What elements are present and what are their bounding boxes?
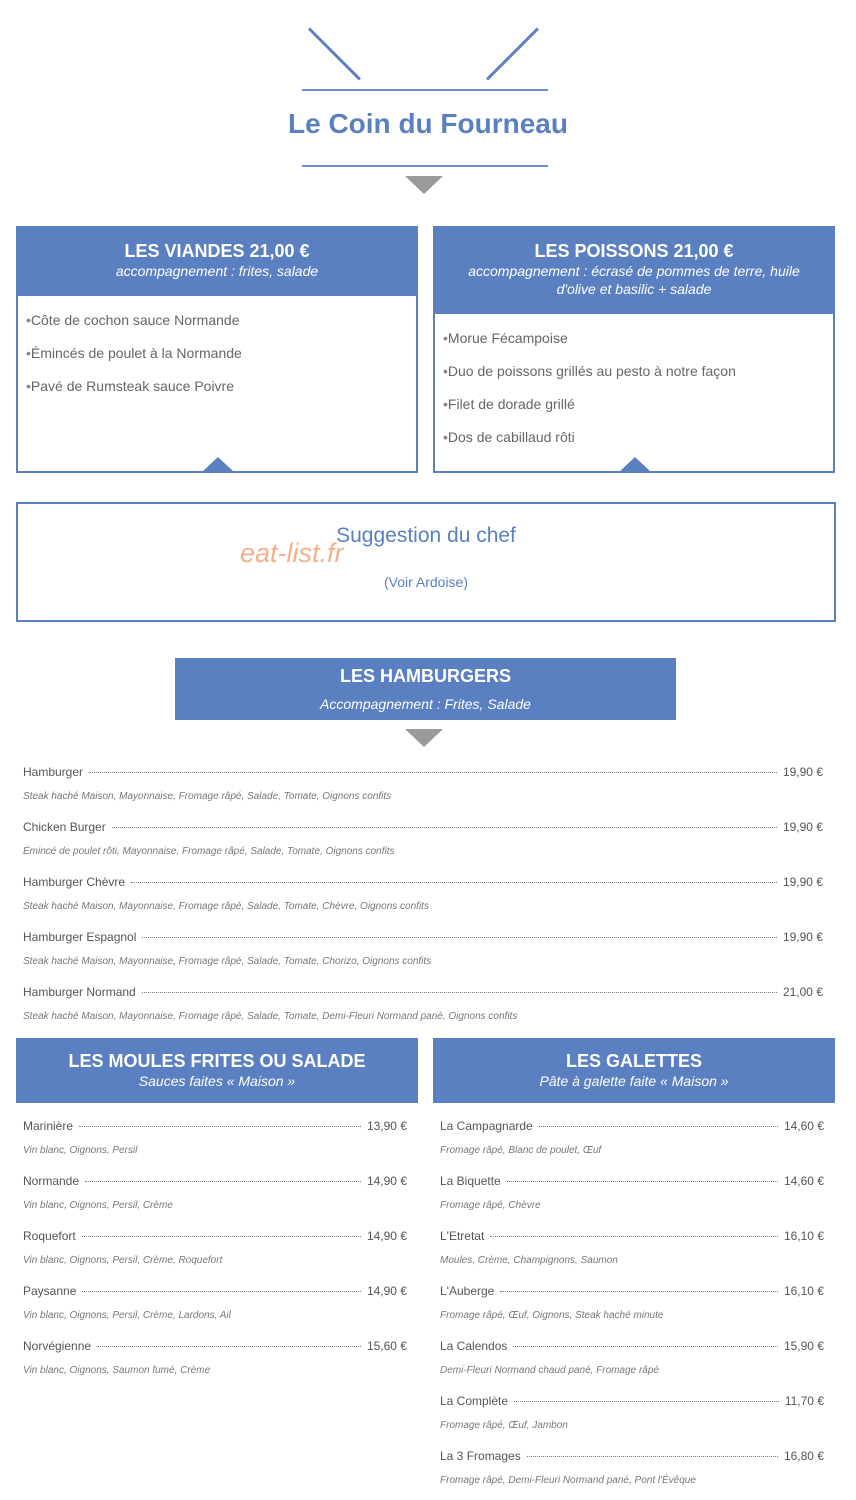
menu-item-row <box>440 1339 824 1353</box>
menu-item <box>440 1394 824 1431</box>
menu-item-price: 13,90 € <box>366 1119 407 1133</box>
galettes-title: LES GALETTES <box>565 1051 702 1071</box>
menu-item-description: Fromage râpé, Demi-Fleuri Normand pané, Pont l'Évêque <box>440 1475 696 1486</box>
decor-triangle-down-icon <box>405 729 443 747</box>
menu-item-name: Roquefort <box>23 1229 76 1243</box>
list-item: • Pavé de Rumsteak sauce Poivre <box>26 378 408 395</box>
menu-item-row <box>23 1119 407 1133</box>
menu-item-name: La Complète <box>440 1394 509 1408</box>
dot-leader <box>89 772 777 773</box>
hamburgers-subtitle: Accompagnement : Frites, Salade <box>320 696 531 712</box>
dot-leader <box>82 1291 361 1292</box>
menu-item-description: Fromage râpé, Œuf, Jambon <box>440 1420 568 1431</box>
menu-item-name: Norvégienne <box>23 1339 92 1353</box>
menu-item <box>23 765 823 802</box>
galettes-banner <box>433 1038 835 1103</box>
menu-item-price: 19,90 € <box>782 930 823 944</box>
menu-item-row <box>440 1174 824 1188</box>
menu-item-description: Vin blanc, Oignons, Saumon fumé, Crème <box>23 1365 211 1376</box>
menu-item-row <box>440 1449 824 1463</box>
menu-item-name: L'Etretat <box>440 1229 485 1243</box>
menu-item-price: 19,90 € <box>782 820 823 834</box>
poissons-list <box>435 314 833 478</box>
menu-item-row <box>23 1174 407 1188</box>
dot-leader <box>527 1456 778 1457</box>
list-item: • Filet de dorade grillé <box>443 396 825 413</box>
list-item: • Dos de cabillaud rôti <box>443 429 825 446</box>
menu-item-price: 14,90 € <box>366 1174 407 1188</box>
menu-item-row <box>23 1229 407 1243</box>
menu-item <box>23 1339 407 1376</box>
dot-leader <box>97 1346 361 1347</box>
menu-item-price: 14,60 € <box>783 1119 824 1133</box>
menu-item-row <box>440 1284 824 1298</box>
menu-item-name: Hamburger Normand <box>23 985 136 999</box>
menu-item <box>23 1174 407 1211</box>
menu-item-description: Moules, Crème, Champignons, Saumon <box>440 1255 618 1266</box>
poissons-subtitle: accompagnement : écrasé de pommes de terre, huile d'olive et basilic + salade <box>468 263 800 297</box>
menu-item-price: 21,00 € <box>782 985 823 999</box>
list-item: • Émincés de poulet à la Normande <box>26 345 408 362</box>
moules-banner <box>16 1038 418 1103</box>
list-item: • Morue Fécampoise <box>443 330 825 347</box>
menu-item <box>23 1284 407 1321</box>
menu-item-row <box>440 1119 824 1133</box>
menu-item-name: La Calendos <box>440 1339 508 1353</box>
menu-item-name: Hamburger Chèvre <box>23 875 126 889</box>
menu-item-row <box>440 1229 824 1243</box>
menu-item-name: Hamburger <box>23 765 84 779</box>
viandes-subtitle: accompagnement : frites, salade <box>115 263 319 279</box>
triangle-up-icon <box>202 457 234 472</box>
dot-leader <box>490 1236 778 1237</box>
menu-item-name: Paysanne <box>23 1284 77 1298</box>
dot-leader <box>514 1401 779 1402</box>
site-title: Le Coin du Fourneau <box>288 108 568 139</box>
menu-item-price: 15,90 € <box>783 1339 824 1353</box>
suggestion-subtitle: (Voir Ardoise) <box>383 574 469 590</box>
dot-leader <box>131 882 777 883</box>
menu-item-price: 14,90 € <box>366 1229 407 1243</box>
menu-item <box>440 1174 824 1211</box>
menu-item-name: La Biquette <box>440 1174 501 1188</box>
hamburgers-title: LES HAMBURGERS <box>339 666 511 686</box>
menu-item-name: L'Auberge <box>440 1284 495 1298</box>
menu-item-price: 16,10 € <box>783 1284 824 1298</box>
dot-leader <box>142 992 777 993</box>
menu-item-name: La Campagnarde <box>440 1119 533 1133</box>
menu-item-description: Steak haché Maison, Mayonnaise, Fromage râpé, Salade, Tomate, Chorizo, Oignons confits <box>23 956 432 967</box>
dot-leader <box>85 1181 361 1182</box>
viandes-header <box>18 228 416 296</box>
menu-item-name: Marinière <box>23 1119 74 1133</box>
decor-line-top <box>302 89 548 91</box>
menu-item <box>23 1119 407 1156</box>
menu-item-price: 11,70 € <box>784 1394 824 1408</box>
menu-item <box>23 930 823 967</box>
hamburgers-banner <box>175 658 676 720</box>
suggestion-box <box>16 502 836 622</box>
menu-item-price: 14,90 € <box>366 1284 407 1298</box>
poissons-card <box>433 226 835 473</box>
menu-item-name: Normande <box>23 1174 80 1188</box>
menu-item-name: Chicken Burger <box>23 820 106 834</box>
menu-item-price: 16,80 € <box>783 1449 824 1463</box>
menu-item <box>23 1229 407 1266</box>
menu-item-description: Vin blanc, Oignons, Persil, Crème, Lardons, Ail <box>23 1310 231 1321</box>
list-item: • Côte de cochon sauce Normande <box>26 312 408 329</box>
dot-leader <box>539 1126 778 1127</box>
dot-leader <box>507 1181 778 1182</box>
poissons-header <box>435 228 833 314</box>
menu-item <box>440 1229 824 1266</box>
menu-item-description: Steak haché Maison, Mayonnaise, Fromage râpé, Salade, Tomate, Demi-Fleuri Normand pané, Oignons confits <box>23 1011 518 1022</box>
menu-item-description: Vin blanc, Oignons, Persil, Crème <box>23 1200 173 1211</box>
page-header <box>0 0 856 200</box>
menu-item <box>23 875 823 912</box>
menu-item-price: 16,10 € <box>783 1229 824 1243</box>
viandes-list <box>18 296 416 427</box>
galettes-subtitle: Pâte à galette faite « Maison » <box>539 1073 729 1089</box>
menu-item-name: Hamburger Espagnol <box>23 930 137 944</box>
menu-item-description: Steak haché Maison, Mayonnaise, Fromage râpé, Salade, Tomate, Oignons confits <box>23 791 392 802</box>
dot-leader <box>82 1236 361 1237</box>
watermark-logo: eat-list.fr <box>240 538 344 568</box>
menu-item-row <box>23 820 823 834</box>
menu-item-description: Fromage râpé, Blanc de poulet, Œuf <box>440 1145 602 1156</box>
menu-item-description: Vin blanc, Oignons, Persil, Crème, Roquefort <box>23 1255 223 1266</box>
menu-item-row <box>23 1339 407 1353</box>
dot-leader <box>500 1291 778 1292</box>
dot-leader <box>112 827 777 828</box>
menu-item-description: Steak haché Maison, Mayonnaise, Fromage râpé, Salade, Tomate, Chèvre, Oignons confits <box>23 901 429 912</box>
menu-item-row <box>440 1394 824 1408</box>
menu-item-price: 19,90 € <box>782 875 823 889</box>
menu-item <box>440 1449 824 1486</box>
menu-item-name: La 3 Fromages <box>440 1449 521 1463</box>
moules-subtitle: Sauces faites « Maison » <box>138 1073 296 1089</box>
menu-item <box>23 820 823 857</box>
viandes-card <box>16 226 418 473</box>
menu-item-description: Fromage râpé, Chèvre <box>440 1200 541 1211</box>
menu-item-price: 19,90 € <box>782 765 823 779</box>
menu-item-row <box>23 1284 407 1298</box>
menu-item-row <box>23 875 823 889</box>
menu-item-row <box>23 930 823 944</box>
menu-item-price: 14,60 € <box>783 1174 824 1188</box>
menu-item-description: Vin blanc, Oignons, Persil <box>23 1145 138 1156</box>
menu-item <box>23 985 823 1022</box>
menu-item-description: Demi-Fleuri Normand chaud pané, Fromage râpé <box>440 1365 659 1376</box>
menu-item-description: Fromage râpé, Œuf, Oignons, Steak haché minute <box>440 1310 664 1321</box>
decor-diagonal-right <box>486 28 539 81</box>
menu-item <box>440 1119 824 1156</box>
dot-leader <box>513 1346 778 1347</box>
decor-diagonal-left <box>308 27 361 80</box>
viandes-title: LES VIANDES 21,00 € <box>124 241 310 261</box>
triangle-up-icon <box>619 457 651 472</box>
moules-title: LES MOULES FRITES OU SALADE <box>68 1051 366 1071</box>
suggestion-title: Suggestion du chef <box>336 524 516 547</box>
decor-triangle-down-icon <box>405 176 443 194</box>
menu-item <box>440 1284 824 1321</box>
dot-leader <box>142 937 777 938</box>
list-item: • Duo de poissons grillés au pesto à notre façon <box>443 363 825 380</box>
decor-line-bottom <box>302 165 548 167</box>
menu-item <box>440 1339 824 1376</box>
menu-item-description: Émincé de poulet rôti, Mayonnaise, Fromage râpé, Salade, Tomate, Oignons confits <box>23 846 395 857</box>
menu-item-row <box>23 985 823 999</box>
poissons-title: LES POISSONS 21,00 € <box>534 241 734 261</box>
menu-item-price: 15,60 € <box>366 1339 407 1353</box>
dot-leader <box>79 1126 361 1127</box>
menu-item-row <box>23 765 823 779</box>
